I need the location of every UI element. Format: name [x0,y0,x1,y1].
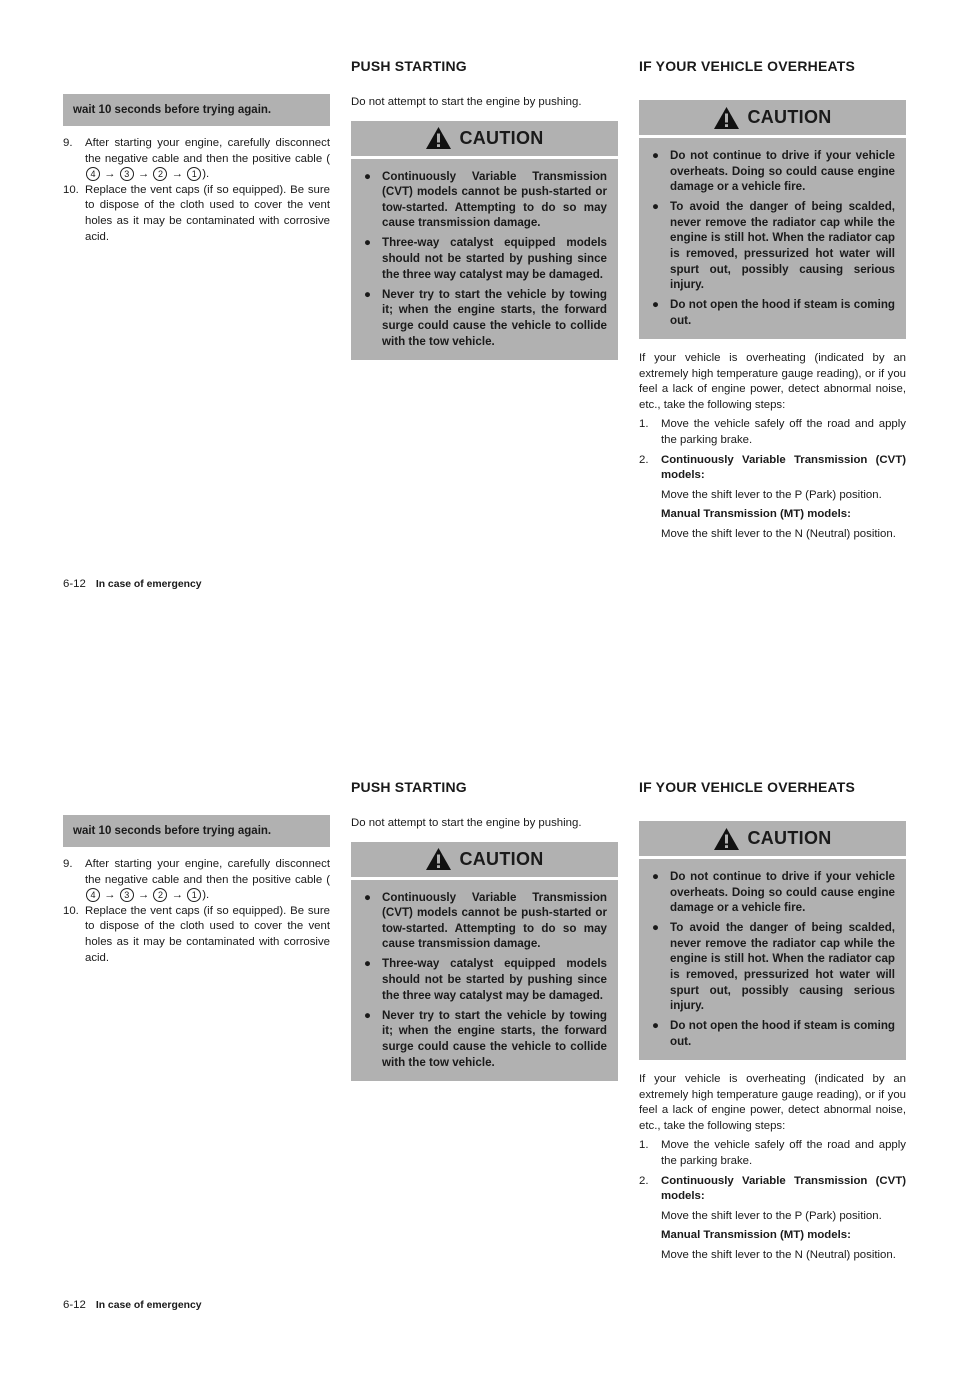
step-2: 2. Continuously Variable Transmission (CVT) models: [639,1174,906,1203]
overheat-caution-list [639,138,906,339]
caution-item: ● Do not continue to drive if your vehicle overheats. Doing so could cause engine damage or a vehicle fire. [652,149,895,194]
circled-number-icon: 1 [187,888,201,902]
section-title: In case of emergency [95,1300,202,1311]
step-10: 10. Replace the vent caps (if so equipped). Be sure to dispose of the cloth used to cover the vent holes as it may be contaminated with corrosive acid. [63,904,330,964]
caution-item: ● Three-way catalyst equipped models should not be started by pushing since the three way catalyst may be damaged. [364,236,607,281]
left-column [63,815,330,966]
caution-item: ● Never try to start the vehicle by towing it; when the engine starts, the forward surge could cause the vehicle to collide with the tow vehicle. [364,287,607,348]
overheat-column [639,58,906,547]
step-9: 9. After starting your engine, carefully disconnect the negative cable and then the positive cable (4 → 3 → 2 → 1 ). [63,137,330,181]
step-9: 9. After starting your engine, carefully disconnect the negative cable and then the positive cable (4 → 3 → 2 → 1 ). [63,858,330,902]
push-starting-intro: Do not attempt to start the engine by pushing. [351,96,582,108]
circled-number-icon: 4 [86,888,100,902]
overheat-steps [639,1138,906,1204]
warning-triangle-icon [713,106,740,130]
overheat-column [639,779,906,1268]
overheat-caution-list [639,859,906,1060]
section-title: In case of emergency [95,579,202,590]
overheat-steps [639,417,906,483]
caution-item: ● Do not open the hood if steam is coming out. [652,298,895,327]
continuation-banner: wait 10 seconds before trying again. [63,94,330,126]
battery-steps [63,857,330,966]
circled-number-icon: 2 [153,167,167,181]
push-caution-list [351,159,618,360]
cvt-instruction: Move the shift lever to the P (Park) position. [661,488,882,501]
caution-item: ● Continuously Variable Transmission (CVT) models cannot be push-started or tow-started. Attempting to do so may cause transmission damage. [364,169,607,230]
bullet-dot-icon: ● [364,287,372,301]
push-caution-list [351,880,618,1081]
caution-item: ● To avoid the danger of being scalded, never remove the radiator cap while the engine is still hot. When the radiator cap is removed, pressurized hot water will spurt out, possibly causing serious injury. [652,921,895,1013]
push-caution-box [351,842,618,1081]
cvt-instruction: Move the shift lever to the P (Park) position. [661,1209,882,1222]
bullet-dot-icon: ● [652,870,660,883]
page-footer [63,1299,202,1311]
circled-number-icon: 3 [120,167,134,181]
circled-number-icon: 4 [86,167,100,181]
battery-steps [63,136,330,245]
continuation-banner: wait 10 seconds before trying again. [63,815,330,847]
step-10: 10. Replace the vent caps (if so equipped). Be sure to dispose of the cloth used to cover the vent holes as it may be contaminated with corrosive acid. [63,183,330,243]
step-1: 1. Move the vehicle safely off the road and apply the parking brake. [639,1139,906,1167]
bullet-dot-icon: ● [652,298,660,312]
page-number: 6-12 [63,1299,86,1311]
page-footer [63,578,202,590]
caution-item: ● To avoid the danger of being scalded, never remove the radiator cap while the engine is still hot. When the radiator cap is removed, pressurized hot water will spurt out, possibly causing serious injury. [652,200,895,292]
circled-number-icon: 2 [153,888,167,902]
circled-number-icon: 1 [187,167,201,181]
caution-header: CAUTION [351,842,618,880]
bullet-dot-icon: ● [652,921,660,935]
caution-header: CAUTION [351,121,618,159]
push-starting-heading: PUSH STARTING [351,58,467,74]
caution-header: CAUTION [639,100,906,138]
bullet-dot-icon: ● [652,200,660,214]
mt-instruction: Move the shift lever to the N (Neutral) position. [661,527,896,540]
bullet-dot-icon: ● [364,169,372,183]
caution-item: ● Continuously Variable Transmission (CVT) models cannot be push-started or tow-started. Attempting to do so may cause transmission damage. [364,890,607,951]
step-1: 1. Move the vehicle safely off the road and apply the parking brake. [639,418,906,446]
push-caution-box [351,121,618,360]
warning-triangle-icon [425,847,452,871]
push-starting-column [351,58,618,360]
bullet-dot-icon: ● [652,149,660,162]
push-starting-intro: Do not attempt to start the engine by pushing. [351,817,582,829]
bullet-dot-icon: ● [364,1008,372,1022]
warning-triangle-icon [713,827,740,851]
mt-instruction: Move the shift lever to the N (Neutral) position. [661,1248,896,1261]
bullet-dot-icon: ● [364,890,372,904]
overheat-heading: IF YOUR VEHICLE OVERHEATS [639,58,856,74]
overheat-intro: If your vehicle is overheating (indicated by an extremely high temperature gauge reading), or if you feel a lack of engine power, detect abnormal noise, etc., take the following steps: [639,1073,906,1132]
overheat-caution-box [639,821,906,1060]
push-starting-heading: PUSH STARTING [351,779,467,795]
overheat-caution-box [639,100,906,339]
mt-heading: Manual Transmission (MT) models: [661,508,851,521]
manual-page-bottom [0,721,954,1396]
caution-item: ● Do not open the hood if steam is coming out. [652,1019,895,1048]
bullet-dot-icon: ● [652,1019,660,1033]
warning-triangle-icon [425,126,452,150]
circled-number-icon: 3 [120,888,134,902]
mt-heading: Manual Transmission (MT) models: [661,1229,851,1242]
caution-item: ● Do not continue to drive if your vehicle overheats. Doing so could cause engine damage or a vehicle fire. [652,870,895,915]
overheat-intro: If your vehicle is overheating (indicated by an extremely high temperature gauge reading), or if you feel a lack of engine power, detect abnormal noise, etc., take the following steps: [639,352,906,411]
caution-item: ● Never try to start the vehicle by towing it; when the engine starts, the forward surge could cause the vehicle to collide with the tow vehicle. [364,1008,607,1069]
caution-item: ● Three-way catalyst equipped models should not be started by pushing since the three way catalyst may be damaged. [364,957,607,1002]
page-number: 6-12 [63,578,86,590]
overheat-heading: IF YOUR VEHICLE OVERHEATS [639,779,856,795]
bullet-dot-icon: ● [364,236,372,250]
caution-header: CAUTION [639,821,906,859]
bullet-dot-icon: ● [364,957,372,971]
left-column [63,94,330,245]
push-starting-column [351,779,618,1081]
step-2: 2. Continuously Variable Transmission (CVT) models: [639,453,906,482]
manual-page-top [0,0,954,675]
